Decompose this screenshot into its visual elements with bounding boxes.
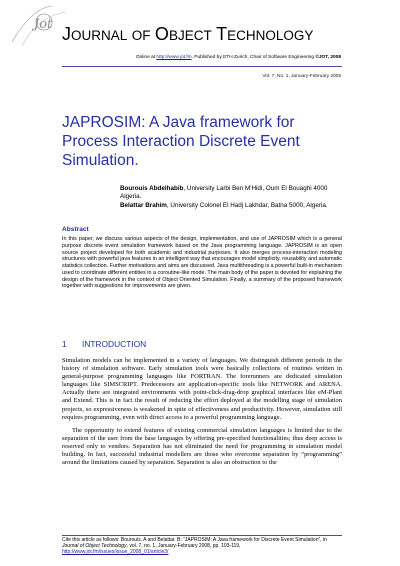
citation-note: Cite this article as follows: Bourouis. A and Belattar. B: “JAPROSIM: A Java framework for Discrete Event Simulation”, in Journal of Object Technology, vol. 7, no. 1, January-February 2008, pp. 103-119, http://www.jot.fm/issues/issue_2008_01/article3/ bbox=[62, 537, 327, 556]
publication-line: Online at http://www.jot.fm. Published by ETH Zurich, Chair of Software Engineering ©JOT, 2008 bbox=[135, 55, 341, 60]
section-number: 1 bbox=[62, 339, 67, 349]
author-entry: Bourouis Abdelhabib, University Larbi Ben M'Hidi, Oum El Bouaghi 4000 Algeria. bbox=[120, 185, 328, 201]
header-divider bbox=[62, 66, 342, 67]
logo-text: Jot bbox=[34, 17, 53, 32]
journal-url-link[interactable]: http://www.jot.fm bbox=[156, 55, 192, 60]
journal-logo bbox=[8, 2, 70, 48]
journal-name: JOURNAL OF OBJECT TECHNOLOGY bbox=[62, 24, 314, 44]
abstract-text: In this paper, we discuss various aspects of the design, implementation, and use of JAPROSIM which is a general purpose discrete event simulation framework based on the Java programming language. JAPROSIM is an open source project developed for both academic and industrial purposes. It also merges process-interaction modeling structures with powerful java features in an intelligent way that encourages model simplicity, reusability and automatic statistics collection. Further motivations and aims are discussed. Java multithreading is a powerful built-in mechanism used to coordinate different entities in a coroutine-like mode. The main body of the paper is devoted for explaining the design of the framework in the context of Object Oriented Simulation. Finally, a summary of the proposed framework together with suggestions for improvements are given. bbox=[62, 236, 342, 290]
volume-info: Vol. 7, No. 1, January-February 2008 bbox=[262, 74, 341, 79]
section-heading bbox=[62, 339, 146, 349]
footer-divider bbox=[62, 535, 342, 536]
body-text bbox=[62, 357, 342, 467]
paragraph: The opportunity to extend features of existing commercial simulation languages is limited due to the separation of the user from the base languages by offering pre-specified functionalities; thus deep access is reserved only to vendors. Separation has not eliminated the need for programming in simulation model building. In fact, successful industrial modellers are those who overcome separation by “programming” around the limitations caused by separation. Separation is also an obstruction to the bbox=[62, 426, 342, 467]
paragraph: Simulation models can be implemented in a variety of languages. We distinguish different periods in the history of simulation software. Early simulation tools were basically collections of routines written in general-purpose programming languages like FORTRAN. The forerunners are dedicated simulation languages like SIMSCRIPT. Predecessors are application-specific tools like NETWORK and ARENA. Actually there are integrated environments with point-click-drag-drop graphical interfaces like eM-Plant and Extend. This is in fact the result of reducing the effort deployed at the modelling stage of simulation projects, so expressiveness is weakened in spite of effectiveness and productivity. However, simulation still requires programming, even with direct access to a powerful programming language. bbox=[62, 357, 342, 421]
author-list bbox=[120, 185, 345, 210]
article-title: JAPROSIM: A Java framework for Process Interaction Discrete Event Simulation. bbox=[62, 114, 300, 169]
section-title: INTRODUCTION bbox=[82, 339, 147, 349]
article-url-link[interactable]: http://www.jot.fm/issues/issue_2008_01/article3/ bbox=[62, 549, 169, 556]
author-entry: Belattar Brahim, University Colonel El Hadj Lakhdar, Batna 5000, Algeria. bbox=[120, 201, 328, 209]
abstract-heading: Abstract bbox=[62, 226, 89, 233]
